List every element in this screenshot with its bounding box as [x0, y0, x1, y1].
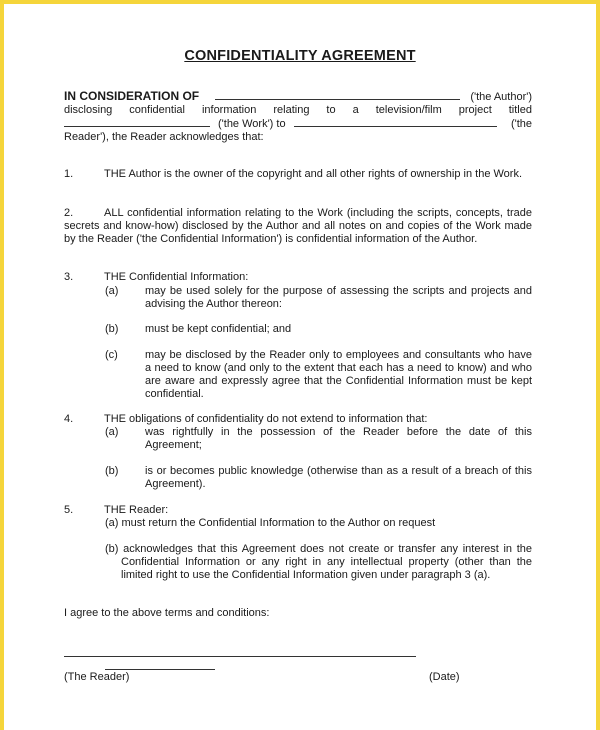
- clause-3c-label: (c): [105, 349, 118, 361]
- clause-4-number: 4.: [64, 413, 74, 425]
- clause-3a: [105, 285, 532, 311]
- document-title: CONFIDENTIALITY AGREEMENT: [184, 48, 416, 64]
- clause-4-heading-text: THE obligations of confidentiality do not extend to information that:: [104, 413, 428, 425]
- clause-4b-label: (b): [105, 465, 119, 477]
- clause-4b-text: is or becomes public knowledge (otherwise than as a result of a breach of this Agreement).: [145, 465, 532, 490]
- intro-line4: Reader'), the Reader acknowledges that:: [64, 131, 264, 143]
- clause-3a-label: (a): [105, 285, 119, 297]
- reader-signature-line[interactable]: [64, 656, 416, 657]
- the-tag: ('the: [510, 118, 532, 130]
- clause-2-text: ALL confidential information relating to the Work (including the scripts, concepts, trade secrets and know-how) disclosed by the Author and all notes on and copies of the Work made by the Reader ('the Confidential Information') is confidential information of the Author.: [64, 207, 532, 245]
- reader-name-blank[interactable]: [294, 117, 497, 127]
- clause-5-number: 5.: [64, 504, 74, 516]
- clause-4a-text: was rightfully in the possession of the Reader before the date of this Agreement;: [145, 426, 532, 451]
- clause-5-heading-text: THE Reader:: [104, 504, 169, 516]
- clause-3c: [105, 349, 532, 401]
- clause-2-number: 2.: [64, 207, 74, 219]
- clause-5b: [105, 543, 532, 582]
- clause-1: [64, 168, 532, 181]
- clause-1-text: THE Author is the owner of the copyright and all other rights of ownership in the Work.: [104, 168, 523, 180]
- clause-3a-text: may be used solely for the purpose of assessing the scripts and projects and advising the Author thereon:: [145, 285, 532, 310]
- intro-lead: IN CONSIDERATION OF: [64, 89, 200, 103]
- clause-4b: [105, 465, 532, 491]
- agree-statement: I agree to the above terms and conditions:: [64, 607, 270, 619]
- clause-1-number: 1.: [64, 168, 74, 180]
- work-title-blank[interactable]: [64, 117, 210, 127]
- clause-4a: [105, 426, 532, 452]
- intro-paragraph: [64, 90, 532, 144]
- clause-5a: [105, 517, 532, 530]
- date-signature-line[interactable]: [105, 669, 215, 670]
- clause-2: [64, 207, 532, 246]
- clause-4a-label: (a): [105, 426, 119, 438]
- clause-3-heading-text: THE Confidential Information:: [104, 271, 249, 283]
- clause-3b: [105, 323, 532, 336]
- clause-3-number: 3.: [64, 271, 74, 283]
- clause-5b-text: (b) acknowledges that this Agreement does not create or transfer any interest in the Confidential Information or any right in any intellectual property (other than the limited right to use the Confidential Information given under paragraph 3 (a).: [105, 543, 532, 581]
- clause-3c-text: may be disclosed by the Reader only to employees and consultants who have a need to know (and only to the extent that each has a need to know) and who are aware and expressly agree that the Confidential Information must be kept confidential.: [145, 349, 532, 400]
- clause-5a-text: (a) must return the Confidential Information to the Author on request: [105, 517, 436, 529]
- author-tag: ('the Author'): [470, 91, 532, 103]
- document-page: [4, 4, 596, 730]
- author-name-blank[interactable]: [215, 90, 460, 100]
- intro-line2: disclosing confidential information relating to a television/film project titled: [64, 104, 532, 116]
- clause-3b-text: must be kept confidential; and: [145, 323, 292, 335]
- clause-3b-label: (b): [105, 323, 119, 335]
- date-label: (Date): [429, 671, 460, 683]
- work-tag: ('the Work') to: [218, 118, 286, 130]
- reader-label: (The Reader): [64, 671, 130, 683]
